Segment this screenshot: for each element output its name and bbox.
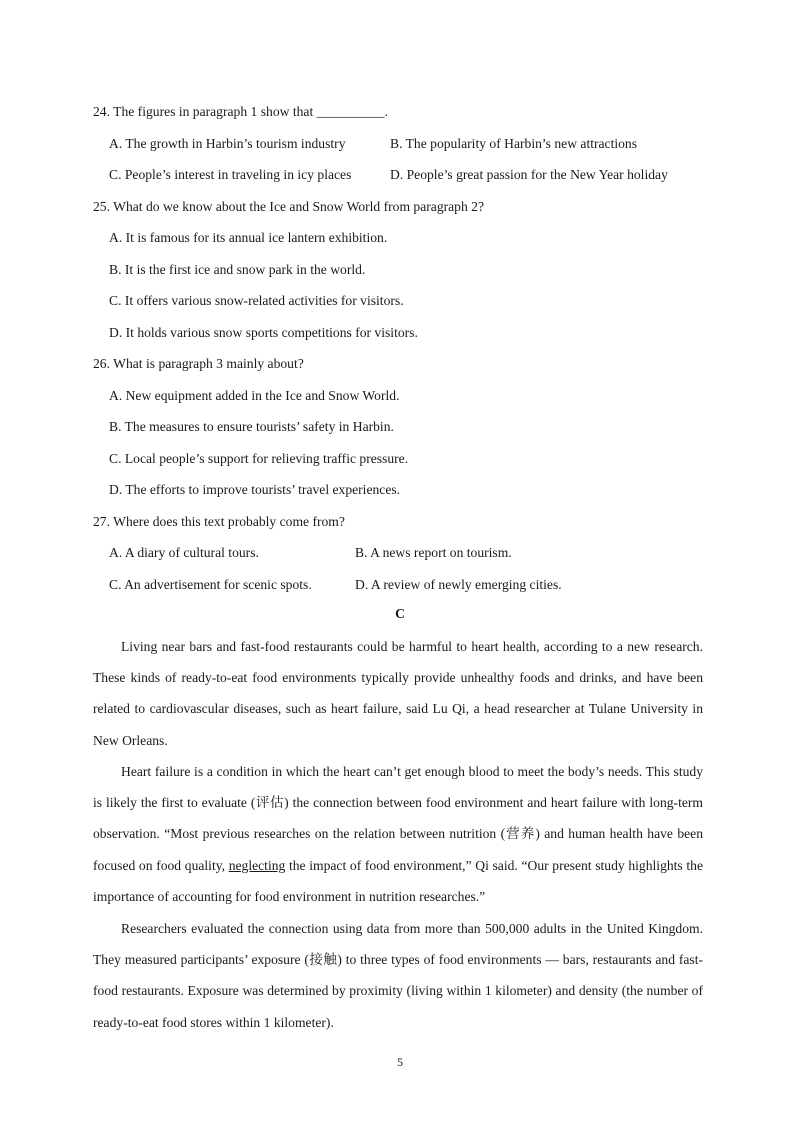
paragraph-3-text: Researchers evaluated the connection using data from more than 500,000 adults in the United Kingdom. They measured participants’ exposure (接触) to three types of food environments — bars, restaurants and fast-food restaurants. Exposure was determined by proximity (living within 1 kilometer) and density (the number of ready-to-eat food stores within 1 kilometer).	[93, 921, 703, 1030]
paragraph-1-text: Living near bars and fast-food restaurants could be harmful to heart health, according to a new research. These kinds of ready-to-eat food environments typically provide unhealthy foods and drinks, and have been related to cardiovascular diseases, such as heart failure, said Lu Qi, a head researcher at Tulane University in New Orleans.	[93, 639, 703, 748]
question-25-option-b: B. It is the first ice and snow park in the world.	[109, 262, 366, 277]
question-25-option-d: D. It holds various snow sports competitions for visitors.	[109, 325, 418, 340]
passage-paragraph-1	[93, 631, 703, 756]
question-26-option-b: B. The measures to ensure tourists’ safety in Harbin.	[109, 419, 394, 434]
question-27-option-a: A. A diary of cultural tours.	[109, 545, 259, 560]
question-27-option-b: B. A news report on tourism.	[355, 545, 512, 560]
question-26-stem: 26. What is paragraph 3 mainly about?	[93, 356, 304, 371]
question-25-stem: 25. What do we know about the Ice and Snow World from paragraph 2?	[93, 199, 485, 214]
question-25-option-a: A. It is famous for its annual ice lantern exhibition.	[109, 230, 388, 245]
question-24-option-b: B. The popularity of Harbin’s new attractions	[390, 136, 638, 151]
paragraph-2-text-b: the impact of food environment,” Qi said. “Our present study highlights the importance of accounting for food environment in nutrition researches.”	[93, 857, 703, 904]
question-27-option-c: C. An advertisement for scenic spots.	[109, 577, 312, 592]
question-24-option-a: A. The growth in Harbin’s tourism industry	[109, 136, 346, 151]
question-26-option-d: D. The efforts to improve tourists’ travel experiences.	[109, 482, 401, 497]
question-24-stem: 24. The figures in paragraph 1 show that __________.	[93, 104, 388, 119]
question-27-option-d: D. A review of newly emerging cities.	[355, 577, 562, 592]
question-26-option-a: A. New equipment added in the Ice and Snow World.	[109, 388, 400, 403]
question-26-option-c: C. Local people’s support for relieving traffic pressure.	[109, 451, 409, 466]
question-24-option-d: D. People’s great passion for the New Year holiday	[390, 167, 668, 182]
passage-paragraph-2	[93, 756, 703, 912]
passage-paragraph-3	[93, 913, 703, 1038]
underlined-word: neglecting	[228, 857, 286, 873]
section-heading: C	[395, 606, 405, 621]
question-24-option-c: C. People’s interest in traveling in icy places	[109, 167, 352, 182]
question-25-option-c: C. It offers various snow-related activities for visitors.	[109, 293, 404, 308]
paragraph-2-text-a: Heart failure is a condition in which the heart can’t get enough blood to meet the body’s needs. This study is likely the first to evaluate (评估) the connection between food environment and heart failure with long-term observation. “Most previous researches on the relation between nutrition (营养) and human health have been focused on food quality,	[93, 764, 703, 873]
question-27-stem: 27. Where does this text probably come from?	[93, 514, 345, 529]
page-number: 5	[397, 1055, 403, 1069]
